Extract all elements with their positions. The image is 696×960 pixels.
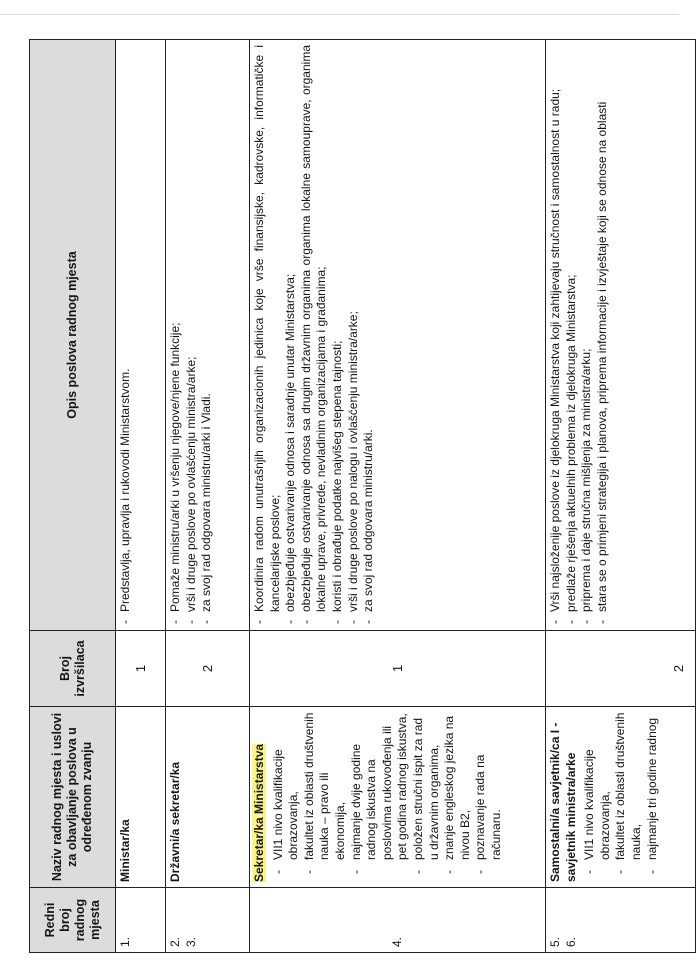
position-title: Samostalni/a savjetnik/ca I - savjetnik ministra/arke xyxy=(548,722,578,882)
description-item: - vrši i druge poslove po nalogu i ovlašćenju ministra/arke; xyxy=(346,45,362,625)
table-row xyxy=(546,40,696,953)
table-row xyxy=(116,40,166,953)
position-title: Sekretar/ka Ministarstva xyxy=(252,743,266,882)
position-title: Državni/a sekretar/ka xyxy=(168,761,182,882)
table-row xyxy=(250,40,546,953)
description-item: - Predstavlja, upravlja i rukovodi Ministarstvom. xyxy=(118,45,134,625)
executor-count: 2 xyxy=(546,631,696,707)
header-naziv: Naziv radnog mjesta i uslovi za obavljanje poslova u određenom zvanju xyxy=(30,707,116,888)
executor-count: 2 xyxy=(166,631,250,707)
row-number: 2. 3. xyxy=(166,888,250,953)
table-header-row xyxy=(30,40,116,953)
description-item: - koristi i obrađuje podatke najvišeg stepena tajnosti; xyxy=(330,45,346,625)
position-cell xyxy=(546,707,696,888)
rotated-content xyxy=(29,40,687,953)
job-positions-table xyxy=(29,39,696,953)
description-item: - stara se o primjeni strategija i planova, priprema informacije i izvještaje koji se odnose na oblasti xyxy=(595,45,611,625)
header-broj-izvrsilaca: Broj izvršilaca xyxy=(30,631,116,707)
requirement-item: - znanje engleskog jezika na nivou B2, xyxy=(442,712,473,882)
row-number: 4. xyxy=(250,888,546,953)
executor-count: 1 xyxy=(250,631,546,707)
row-number: 1. xyxy=(116,888,166,953)
requirement-item: - VII1 nivo kvalifikacije obrazovanja, xyxy=(271,712,302,882)
requirement-item: - VII1 nivo kvalifikacije obrazovanja, xyxy=(582,712,613,882)
requirement-item: - najmanje tri godine radnog xyxy=(645,712,661,882)
description-cell xyxy=(546,40,696,631)
description-cell xyxy=(166,40,250,631)
description-cell xyxy=(116,40,166,631)
requirement-item: - poznavanje rada na računaru. xyxy=(473,712,504,882)
description-item: - za svoj rad odgovara ministru/arki. xyxy=(361,45,377,625)
requirement-item: - fakultet iz oblasti društvenih nauka, xyxy=(613,712,644,882)
description-item: - Vrši najsloženije poslove iz djelokruga Ministarstva koji zahtijevaju stručnost i samostalnost u radu; xyxy=(548,45,564,625)
description-item: - predlaže rješenja aktuelnih problema iz djelokruga Ministarstva; xyxy=(564,45,580,625)
description-item: - za svoj rad odgovara ministru/arki i Vladi. xyxy=(199,45,215,625)
position-title: Ministar/ka xyxy=(118,819,132,882)
row-number: 5. 6. xyxy=(546,888,696,953)
description-item: - obezbjeđuje ostvarivanje odnosa sa drugim državnim organima organima lokalne samouprave, organima lokalne uprave, privrede, nevladinim organizacijama i građanima; xyxy=(299,45,330,625)
position-cell xyxy=(116,707,166,888)
description-cell xyxy=(250,40,546,631)
requirement-item: - položen stručni ispit za rad u državnim organima, xyxy=(411,712,442,882)
requirement-item: - fakultet iz oblasti društvenih nauka – pravo ili ekonomija, xyxy=(302,712,349,882)
position-cell xyxy=(250,707,546,888)
requirement-item: - najmanje dvije godine radnog iskustva na poslovima rukovođenja ili pet godina radnog iskustva, xyxy=(349,712,411,882)
description-item: - Koordinira radom unutrašnjih organizacionih jedinica koje vrše finansijske, kadrovske, informatičke i kancelarijske poslove; xyxy=(252,45,283,625)
table-row xyxy=(166,40,250,953)
description-item: - vrši i druge poslove po ovlašćenju ministra/arke; xyxy=(184,45,200,625)
header-opis: Opis poslova radnog mjesta xyxy=(30,40,116,631)
description-item: - Pomaže ministru/arki u vršenju njegove/njene funkcije; xyxy=(168,45,184,625)
executor-count: 1 xyxy=(116,631,166,707)
description-item: - obezbjeđuje ostvarivanje odnosa i saradnje unutar Ministarstva; xyxy=(283,45,299,625)
top-divider xyxy=(0,14,679,15)
scanned-page xyxy=(21,40,687,960)
position-cell xyxy=(166,707,250,888)
header-redni-broj: Redni broj radnog mjesta xyxy=(30,888,116,953)
description-item: - priprema i daje stručna mišljenja za ministra/arku; xyxy=(579,45,595,625)
